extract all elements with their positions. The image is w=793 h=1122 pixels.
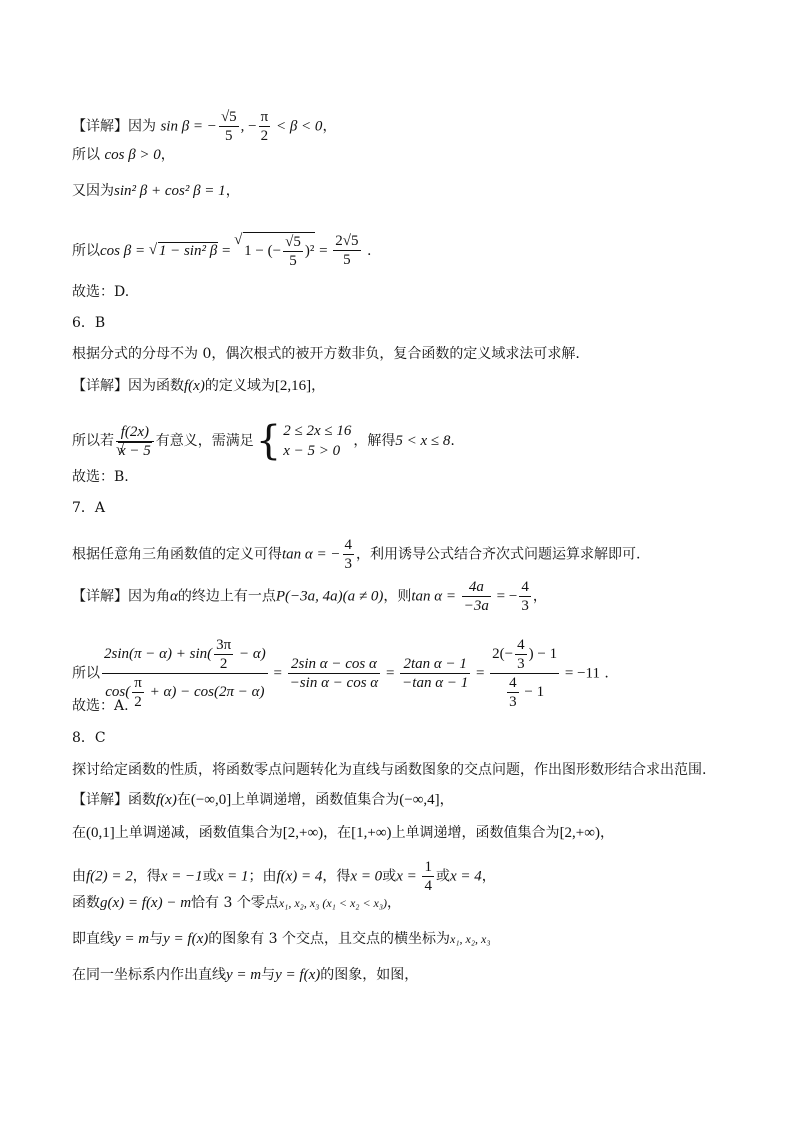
- s8-analysis: 探讨给定函数的性质，将函数零点问题转化为直线与函数图象的交点问题，作出图形数形结合求出范围.: [72, 762, 707, 778]
- s8-line-1: 【详解】函数f(x)在(−∞,0]上单调递增，函数值集合为(−∞,4]，: [72, 792, 454, 808]
- fraction: f(2x) √ x − 5: [116, 423, 154, 460]
- s8-line-2: 在(0,1]上单调递减，函数值集合为[2,+∞)，在[1,+∞)上单调递增，函数值集合为[2,+∞)，: [72, 825, 614, 841]
- equation-system: { 2 ≤ 2x ≤ 16 x − 5 > 0: [255, 418, 352, 464]
- detail-tag: 【详解】: [72, 588, 128, 605]
- s6-answer: 6．B: [72, 315, 106, 331]
- s5-line-3: 又因为sin² β + cos² β = 1，: [72, 183, 240, 199]
- s7-line-1: 【详解】因为角α的终边上有一点P(−3a, 4a)(a ≠ 0)，则tan α = $\frac{4a}{-3a}$ = − $\frac{4}{3}$ ，: [72, 579, 547, 614]
- s7-choose: 故选：A.: [72, 698, 129, 714]
- fraction: $\frac{4}{3}$: [521, 579, 529, 614]
- s8-line-3: 由f(2) = 2，得x = −1或x = 1；由f(x) = 4，得x = 0或x = $\frac{1}{4}$ 或x = 4，: [72, 859, 496, 894]
- fraction: $\frac{\pi}{2}$: [260, 109, 269, 144]
- math-expr: sin β = −: [160, 118, 217, 135]
- sqrt: √ 1 − (− $\frac{√5}{5}$ )²: [234, 232, 315, 270]
- s5-line-2: 所以 cos β > 0，: [72, 147, 175, 163]
- s6-analysis: 根据分式的分母不为 0，偶次根式的被开方数非负，复合函数的定义域求法可求解.: [72, 346, 580, 362]
- sqrt: √ 1 − sin² β: [149, 242, 218, 260]
- s8-line-5: 即直线y = m与y = f(x)的图象有 3 个交点，且交点的横坐标为x₁, x₂, x₃: [72, 931, 491, 947]
- fraction: $\frac{1}{4}$: [424, 859, 432, 894]
- detail-tag: 【详解】: [72, 118, 128, 135]
- fraction: 2sin(π − α) + sin( $\frac{3\pi}{2}$ − α) cos( $\frac{\pi}{2}$ + α) − cos(2π − α): [104, 637, 266, 710]
- fraction: $\frac{4}{3}$: [344, 537, 353, 572]
- fraction: $\frac{√5}{5}$: [220, 109, 237, 144]
- fraction: $\frac{4a}{-3a}$: [463, 579, 489, 614]
- s5-line-4: 所以cos β = √ 1 − sin² β = √ 1 − (− $\frac{√5}{5}$ )² = $\frac{2√5}{5}$ .: [72, 232, 371, 270]
- s8-answer: 8．C: [72, 730, 106, 746]
- fraction: $\frac{\text{2tan α − 1}}{\text{−tan α − 1}}$: [402, 656, 469, 691]
- s5-choose: 故选：D.: [72, 284, 130, 300]
- s5-line-1: 【详解】因为 sin β = − $\frac{√5}{5}$ , − $\frac{\pi}{2}$ < β < 0，: [72, 109, 337, 144]
- s7-line-2: 所以 2sin(π − α) + sin( $\frac{3\pi}{2}$ − α) cos( $\frac{\pi}{2}$ + α) − cos(2π − α) = $\frac{\text{2sin α − cos α}}{\text{−sin α − cos α}}$ = $\frac{\text{2tan α − 1}}{\text{−tan α − 1}}$ = 2(− $\frac{4}{3}$ ) − 1 $\frac{4}{3}$ − 1 = −11 .: [72, 637, 609, 710]
- fraction: 2(− $\frac{4}{3}$ ) − 1 $\frac{4}{3}$ − 1: [492, 637, 558, 710]
- s8-line-4: 函数g(x) = f(x) − m恰有 3 个零点x₁, x₂, x₃ (x₁ < x₂ < x₃)，: [72, 895, 402, 911]
- s8-line-6: 在同一坐标系内作出直线y = m与y = f(x)的图象，如图，: [72, 967, 419, 983]
- s7-analysis: 根据任意角三角函数值的定义可得tan α = − $\frac{4}{3}$ ，利用诱导公式结合齐次式问题运算求解即可.: [72, 537, 641, 572]
- fraction: $\frac{2√5}{5}$: [335, 233, 359, 269]
- s6-line-2: 所以若 f(2x) √ x − 5 有意义，需满足 { 2 ≤ 2x ≤ 16 x − 5 > 0 ，解得5 < x ≤ 8.: [72, 421, 455, 461]
- fraction: $\frac{\text{2sin α − cos α}}{\text{−sin α − cos α}}$: [289, 656, 379, 691]
- detail-tag: 【详解】: [72, 378, 128, 394]
- detail-tag: 【详解】: [72, 792, 128, 808]
- s6-line-1: 【详解】因为函数f(x)的定义域为[2,16]，: [72, 378, 326, 394]
- s7-answer: 7．A: [72, 500, 106, 516]
- s6-choose: 故选：B.: [72, 469, 129, 485]
